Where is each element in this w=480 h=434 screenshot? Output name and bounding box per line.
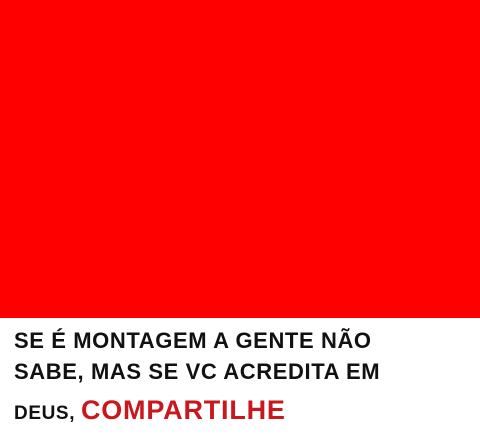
- caption-line-1: SE É MONTAGEM A GENTE NÃO: [14, 328, 372, 353]
- call-to-action-text: COMPARTILHE: [80, 395, 286, 425]
- caption-area: [0, 318, 480, 434]
- caption-line-3-prefix: DEUS,: [14, 403, 81, 424]
- caption-line-3: [14, 395, 286, 426]
- caption-line-2: SABE, MAS SE VC ACREDITA EM: [14, 359, 381, 384]
